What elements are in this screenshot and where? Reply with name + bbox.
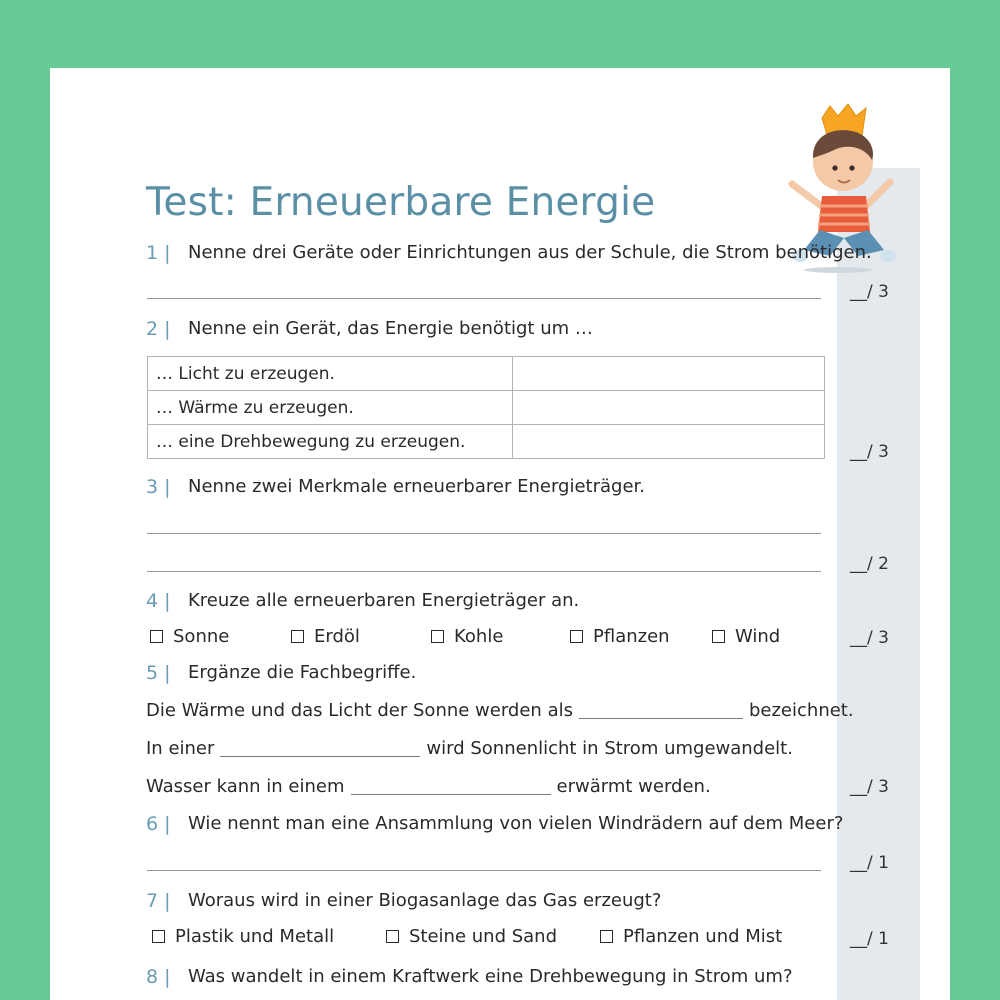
question-text: Kreuze alle erneuerbaren Energieträger an. xyxy=(188,590,580,611)
answer-line[interactable] xyxy=(147,571,821,572)
question-text: Was wandelt in einem Kraftwerk eine Drehbewegung in Strom um? xyxy=(188,966,793,987)
table-row xyxy=(148,357,825,391)
question-text: Nenne ein Gerät, das Energie benötigt um … xyxy=(188,318,593,339)
question-number: 6 | xyxy=(146,813,171,835)
table-cell-prompt: … eine Drehbewegung zu erzeugen. xyxy=(148,425,513,459)
checkbox-icon[interactable] xyxy=(386,930,399,943)
table-cell-answer[interactable] xyxy=(513,425,825,459)
checkbox-icon[interactable] xyxy=(570,630,583,643)
checkbox-option[interactable]: Sonne xyxy=(150,626,229,647)
checkbox-option[interactable]: Wind xyxy=(712,626,780,647)
score-field: __/ 3 xyxy=(850,442,889,462)
score-field: __/ 1 xyxy=(850,853,889,873)
table-cell-prompt: … Wärme zu erzeugen. xyxy=(148,391,513,425)
question-number: 2 | xyxy=(146,318,171,340)
table-row xyxy=(148,425,825,459)
table-row xyxy=(148,391,825,425)
answer-line[interactable] xyxy=(147,298,821,299)
answer-line[interactable] xyxy=(147,870,821,871)
question-number: 4 | xyxy=(146,590,171,612)
score-field: __/ 3 xyxy=(850,282,889,302)
checkbox-icon[interactable] xyxy=(431,630,444,643)
question-number: 5 | xyxy=(146,662,171,684)
fill-in-blank[interactable] xyxy=(579,700,743,719)
question-text: Woraus wird in einer Biogasanlage das Gas erzeugt? xyxy=(188,890,662,911)
score-field: __/ 2 xyxy=(850,554,889,574)
question-number: 8 | xyxy=(146,966,171,988)
question-number: 7 | xyxy=(146,890,171,912)
checkbox-option[interactable]: Kohle xyxy=(431,626,503,647)
checkbox-icon[interactable] xyxy=(152,930,165,943)
question-number: 3 | xyxy=(146,476,171,498)
checkbox-icon[interactable] xyxy=(712,630,725,643)
fill-in-blank[interactable] xyxy=(220,738,420,757)
table-cell-prompt: … Licht zu erzeugen. xyxy=(148,357,513,391)
fill-in-blank[interactable] xyxy=(351,776,551,795)
checkbox-icon[interactable] xyxy=(600,930,613,943)
fill-in-sentence: Wasser kann in einem erwärmt werden. xyxy=(146,776,711,797)
question-text: Nenne drei Geräte oder Einrichtungen aus der Schule, die Strom benötigen. xyxy=(188,242,872,263)
worksheet-page xyxy=(50,68,950,1000)
question-text: Wie nennt man eine Ansammlung von vielen Windrädern auf dem Meer? xyxy=(188,813,844,834)
fill-in-sentence: Die Wärme und das Licht der Sonne werden als bezeichnet. xyxy=(146,700,854,721)
page-title: Test: Erneuerbare Energie xyxy=(146,180,656,225)
checkbox-option[interactable]: Steine und Sand xyxy=(386,926,557,947)
checkbox-option[interactable]: Erdöl xyxy=(291,626,360,647)
table-cell-answer[interactable] xyxy=(513,391,825,425)
score-field: __/ 1 xyxy=(850,929,889,949)
checkbox-icon[interactable] xyxy=(291,630,304,643)
checkbox-option[interactable]: Plastik und Metall xyxy=(152,926,334,947)
checkbox-option[interactable]: Pflanzen und Mist xyxy=(600,926,782,947)
fill-in-sentence: In einer wird Sonnenlicht in Strom umgewandelt. xyxy=(146,738,793,759)
score-field: __/ 3 xyxy=(850,628,889,648)
checkbox-option[interactable]: Pflanzen xyxy=(570,626,670,647)
question-number: 1 | xyxy=(146,242,171,264)
question-text: Nenne zwei Merkmale erneuerbarer Energieträger. xyxy=(188,476,645,497)
checkbox-icon[interactable] xyxy=(150,630,163,643)
question-text: Ergänze die Fachbegriffe. xyxy=(188,662,417,683)
score-field: __/ 3 xyxy=(850,777,889,797)
answer-line[interactable] xyxy=(147,533,821,534)
answer-table xyxy=(147,356,825,459)
table-cell-answer[interactable] xyxy=(513,357,825,391)
